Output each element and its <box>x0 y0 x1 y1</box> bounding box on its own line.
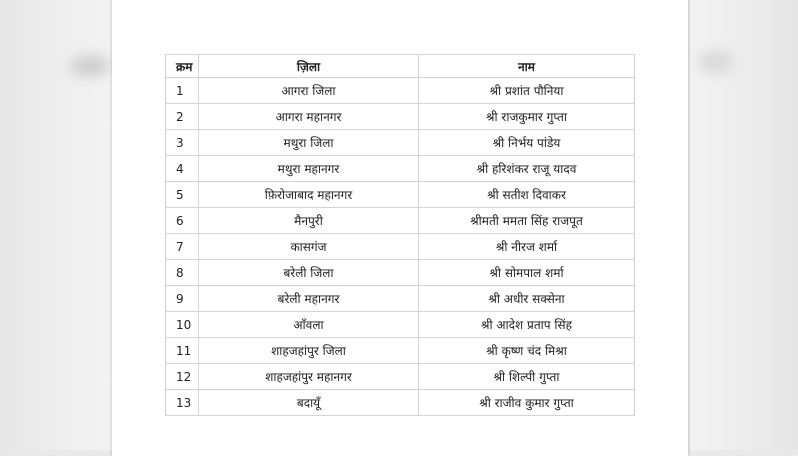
table-row <box>166 104 635 130</box>
serial-cell: 7 <box>166 234 199 260</box>
table-row <box>166 338 635 364</box>
header-serial: क्रम <box>166 55 199 78</box>
serial-cell: 10 <box>166 312 199 338</box>
table-row <box>166 234 635 260</box>
district-cell: बरेली जिला <box>199 260 419 286</box>
name-cell: श्री कृष्ण चंद मिश्रा <box>419 338 635 364</box>
serial-cell: 8 <box>166 260 199 286</box>
name-cell: श्री सोमपाल शर्मा <box>419 260 635 286</box>
background-smudge <box>70 55 110 77</box>
name-cell: श्री शिल्पी गुप्ता <box>419 364 635 390</box>
serial-cell: 3 <box>166 130 199 156</box>
serial-cell: 4 <box>166 156 199 182</box>
serial-cell: 6 <box>166 208 199 234</box>
document-page <box>112 0 688 456</box>
name-cell: श्री अधीर सक्सेना <box>419 286 635 312</box>
district-cell: कासगंज <box>199 234 419 260</box>
name-cell: श्री आदेश प्रताप सिंह <box>419 312 635 338</box>
name-cell: श्रीमती ममता सिंह राजपूत <box>419 208 635 234</box>
background-smudge <box>698 50 734 74</box>
district-cell: मथुरा जिला <box>199 130 419 156</box>
table-row <box>166 390 635 416</box>
name-cell: श्री राजीव कुमार गुप्ता <box>419 390 635 416</box>
district-cell: आँवला <box>199 312 419 338</box>
table-header-row <box>166 55 635 78</box>
serial-cell: 13 <box>166 390 199 416</box>
table-row <box>166 364 635 390</box>
district-cell: शाहजहांपुर महानगर <box>199 364 419 390</box>
table-row <box>166 156 635 182</box>
serial-cell: 9 <box>166 286 199 312</box>
header-district: ज़िला <box>199 55 419 78</box>
serial-cell: 12 <box>166 364 199 390</box>
blurred-background-right <box>690 0 798 450</box>
table-row <box>166 208 635 234</box>
table-row <box>166 182 635 208</box>
name-cell: श्री नीरज शर्मा <box>419 234 635 260</box>
name-cell: श्री सतीश दिवाकर <box>419 182 635 208</box>
district-cell: बदायूँ <box>199 390 419 416</box>
header-name: नाम <box>419 55 635 78</box>
table-row <box>166 312 635 338</box>
name-cell: श्री हरिशंकर राजू यादव <box>419 156 635 182</box>
serial-cell: 5 <box>166 182 199 208</box>
table-row <box>166 260 635 286</box>
district-cell: बरेली महानगर <box>199 286 419 312</box>
district-cell: शाहजहांपुर जिला <box>199 338 419 364</box>
district-cell: मथुरा महानगर <box>199 156 419 182</box>
name-cell: श्री प्रशांत पौनिया <box>419 78 635 104</box>
district-roster-table <box>165 54 635 416</box>
blurred-background-left <box>0 0 112 450</box>
district-cell: आगरा जिला <box>199 78 419 104</box>
name-cell: श्री राजकुमार गुप्ता <box>419 104 635 130</box>
district-cell: फ़िरोजाबाद महानगर <box>199 182 419 208</box>
serial-cell: 2 <box>166 104 199 130</box>
table-row <box>166 78 635 104</box>
serial-cell: 11 <box>166 338 199 364</box>
serial-cell: 1 <box>166 78 199 104</box>
table-row <box>166 286 635 312</box>
name-cell: श्री निर्भय पांडेय <box>419 130 635 156</box>
district-cell: आगरा महानगर <box>199 104 419 130</box>
table-row <box>166 130 635 156</box>
district-cell: मैनपुरी <box>199 208 419 234</box>
